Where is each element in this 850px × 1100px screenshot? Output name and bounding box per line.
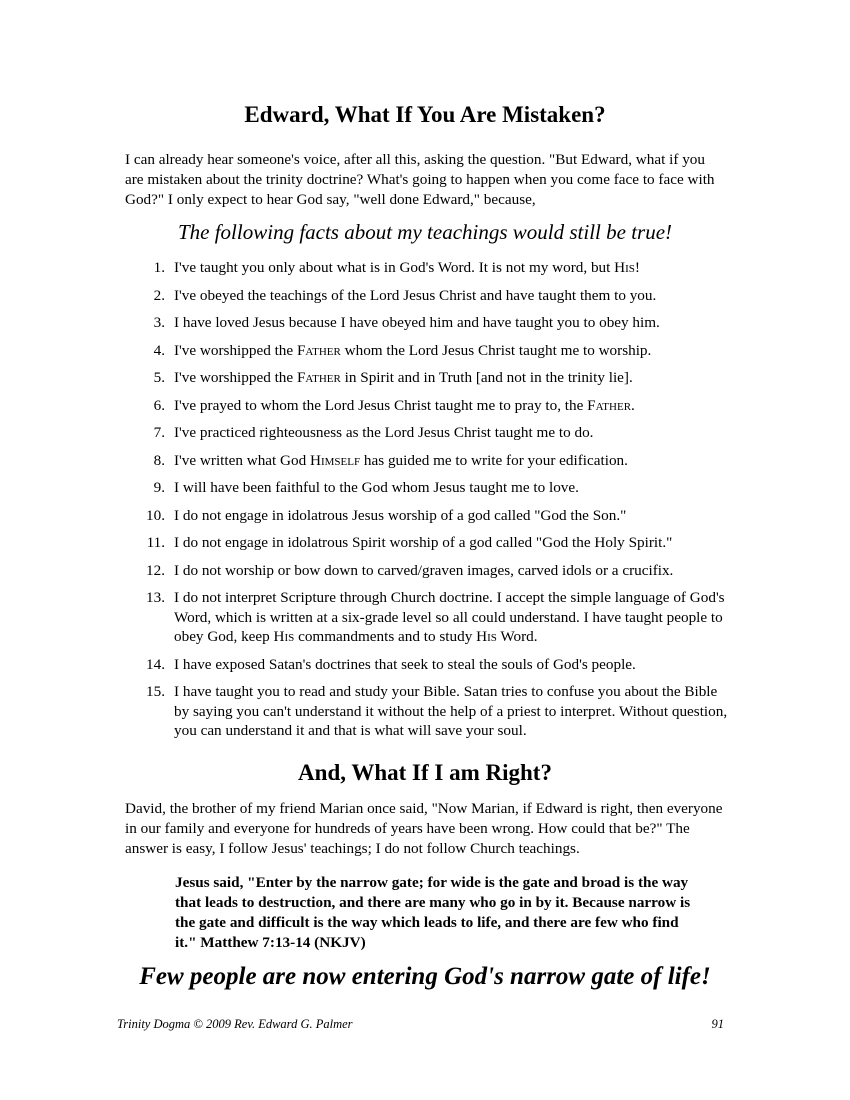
- intro-paragraph: I can already hear someone's voice, after all this, asking the question. "But Edward, what if you are mistaken about the trinity doctrine? What's going to happen when you come face to face with God?" I only expect to hear God say, "well done Edward," because,: [125, 151, 715, 208]
- list-item-text: I've taught you only about what is in God's Word. It is not my word, but: [174, 259, 615, 276]
- list-item-number: 12.: [146, 561, 165, 579]
- list-item-number: 2.: [153, 286, 165, 304]
- small-caps-word: Himself: [310, 451, 361, 469]
- list-item: [125, 682, 735, 741]
- list-item-text: I've written what God: [174, 451, 311, 469]
- list-item-text: in Spirit and in Truth [and not in the trinity lie].: [340, 369, 633, 386]
- list-item-text: I've prayed to whom the Lord Jesus Christ taught me to pray to, the: [174, 396, 588, 414]
- small-caps-word: Father: [296, 341, 341, 359]
- small-caps-word: His: [476, 628, 497, 645]
- list-item-text: I've obeyed the teachings of the Lord Jesus Christ and have taught them to you.: [174, 286, 657, 304]
- list-item-text: I have taught you to read and study your Bible. Satan tries to confuse you about the Bible by saying you can't understand it without the help of a priest to interpret. Without question, you can understand it and that is what will save your soul.: [174, 683, 728, 739]
- list-item-text: I've worshipped the: [174, 369, 297, 386]
- list-item: [125, 506, 735, 526]
- list-item-text: .: [631, 396, 635, 414]
- list-item-text: I have exposed Satan's doctrines that seek to steal the souls of God's people.: [174, 655, 636, 673]
- facts-list: [125, 258, 735, 749]
- small-caps-word: His: [273, 628, 295, 645]
- list-item: [125, 655, 735, 675]
- page-number: 91: [711, 1017, 724, 1031]
- list-item-text: I've worshipped the: [174, 341, 297, 359]
- list-item-number: 9.: [153, 479, 165, 496]
- list-item-number: 6.: [153, 396, 165, 414]
- list-item: [125, 561, 735, 581]
- list-item-number: 11.: [146, 534, 165, 551]
- list-item-text: I have loved Jesus because I have obeyed him and have taught you to obey him.: [174, 314, 660, 331]
- list-item-number: 7.: [153, 424, 165, 441]
- list-item-text: I've practiced righteousness as the Lord Jesus Christ taught me to do.: [174, 424, 594, 441]
- scripture-quote: Jesus said, "Enter by the narrow gate; for wide is the gate and broad is the way that leads to destruction, and there are many who go in by it. Because narrow is the gate and difficult is the way which leads to life, and there are few who find it." Matthew 7:13-14 (NKJV): [175, 874, 691, 951]
- list-item-number: 1.: [153, 259, 165, 276]
- list-item: [125, 588, 735, 647]
- list-item-number: 14.: [146, 655, 165, 673]
- list-item-text: commandments and to study: [294, 628, 477, 645]
- section-title: Edward, What If You Are Mistaken?: [244, 102, 606, 127]
- list-item: [125, 451, 735, 471]
- list-item: [125, 286, 735, 306]
- list-item-text: I do not engage in idolatrous Spirit worship of a god called "God the Holy Spirit.": [174, 534, 673, 551]
- list-item-number: 15.: [146, 683, 165, 700]
- list-item-number: 4.: [153, 341, 165, 359]
- list-item-text: whom the Lord Jesus Christ taught me to worship.: [340, 341, 652, 359]
- tagline: The following facts about my teachings would still be true!: [177, 220, 673, 244]
- list-item-number: 10.: [146, 506, 165, 524]
- second-paragraph: David, the brother of my friend Marian once said, "Now Marian, if Edward is right, then everyone in our family and everyone for hundreds of years have been wrong. How could that be?" The answer is easy, I follow Jesus' teachings; I do not follow Church teachings.: [125, 800, 723, 857]
- list-item-number: 13.: [146, 589, 165, 606]
- closing-statement: Few people are now entering God's narrow gate of life!: [139, 963, 711, 990]
- list-item-text: !: [634, 259, 640, 276]
- list-item-text: I do not interpret Scripture through Church doctrine. I accept the simple language of God's Word, which is written at a six-grade level so all could understand. I have taught people to obey God, keep: [174, 589, 725, 645]
- small-caps-word: Father: [296, 369, 341, 386]
- list-item: [125, 396, 735, 416]
- list-item-number: 5.: [153, 369, 165, 386]
- list-item: [125, 368, 735, 388]
- list-item-text: I do not engage in idolatrous Jesus worship of a god called "God the Son.": [174, 506, 627, 524]
- list-item: [125, 258, 735, 278]
- list-item-number: 3.: [153, 314, 165, 331]
- list-item-text: I do not worship or bow down to carved/graven images, carved idols or a crucifix.: [174, 561, 674, 579]
- small-caps-word: Father: [587, 396, 632, 414]
- section-title-2: And, What If I am Right?: [298, 760, 552, 785]
- small-caps-word: His: [614, 259, 635, 276]
- list-item: [125, 478, 735, 498]
- list-item-text: has guided me to write for your edification.: [360, 451, 628, 469]
- list-item-text: Word.: [496, 628, 538, 645]
- list-item: [125, 533, 735, 553]
- list-item: [125, 313, 735, 333]
- list-item: [125, 341, 735, 361]
- list-item-text: I will have been faithful to the God whom Jesus taught me to love.: [174, 479, 579, 496]
- list-item: [125, 423, 735, 443]
- list-item-number: 8.: [153, 451, 165, 469]
- footer-copyright: Trinity Dogma © 2009 Rev. Edward G. Palmer: [117, 1017, 353, 1031]
